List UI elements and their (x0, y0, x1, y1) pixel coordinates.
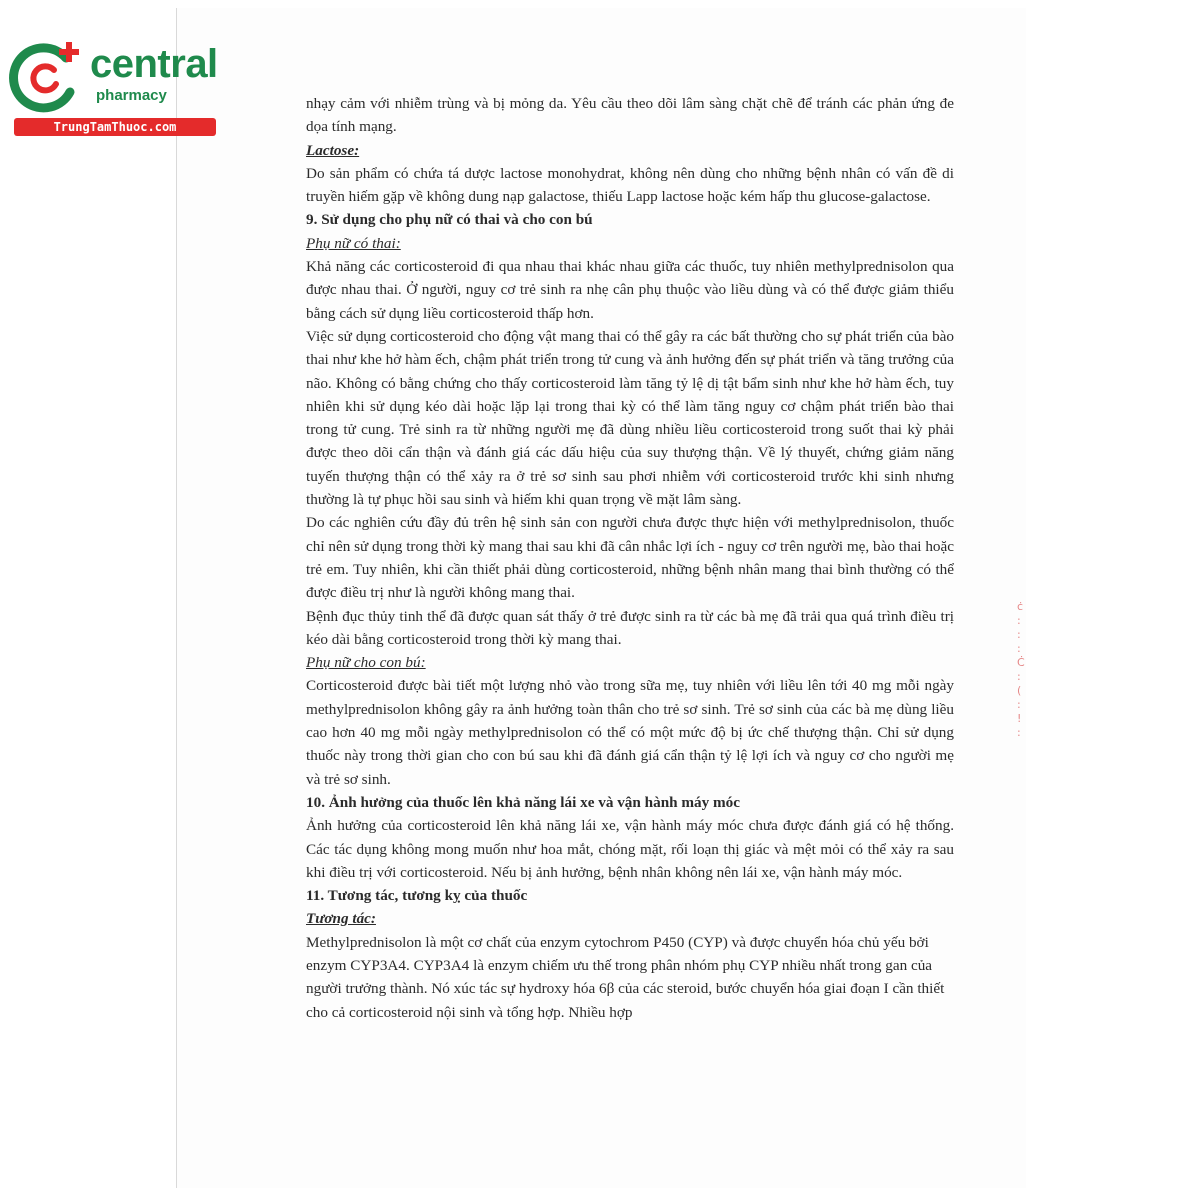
paragraph: Methylprednisolon là một cơ chất của enzym cytochrom P450 (CYP) và được chuyển hóa chủ yếu bởi enzym CYP3A4. CYP3A4 là enzym chiếm ưu thế trong phân nhóm phụ CYP nhiều nhất trong gan của người trưởng thành. Nó xúc tác sự hydroxy hóa 6β của các steroid, bước chuyển hóa giai đoạn I cần thiết cho cả corticosteroid nội sinh và tổng hợp. Nhiều hợp (306, 933, 945, 1021)
paragraph: Bệnh đục thủy tinh thể đã được quan sát thấy ở trẻ được sinh ra từ các bà mẹ đã trải qua quá trình điều trị kéo dài bằng corticosteroid trong thời kỳ mang thai. (306, 607, 954, 648)
section-heading: 10. Ảnh hưởng của thuốc lên khả năng lái xe và vận hành máy móc (306, 793, 741, 811)
page-edge (176, 8, 177, 1188)
subheading-text: Tương tác: (306, 910, 376, 928)
paragraph: Corticosteroid được bài tiết một lượng nhỏ vào trong sữa mẹ, tuy nhiên với liều lên tới 40 mg mỗi ngày methylprednisolon không gây ra ảnh hưởng toàn thân cho trẻ sơ sinh. Trẻ sơ sinh của các bà mẹ dùng liều cao hơn 40 mg mỗi ngày methylprednisolon có thể có một mức độ bị ức chế thượng thận. Chỉ sử dụng thuốc này trong thời gian cho con bú sau khi đã đánh giá cẩn thận tỷ lệ lợi ích và nguy cơ cho người mẹ và trẻ sơ sinh. (306, 677, 954, 788)
subheading (306, 907, 954, 930)
subheading (306, 139, 954, 162)
margin-marks: ċ : : : Ċ : ( : ! : (1017, 600, 1025, 739)
subheading (306, 232, 954, 255)
subheading (306, 651, 954, 674)
document-body (306, 92, 954, 1024)
logo-subtitle: pharmacy (96, 87, 167, 104)
subheading-text: Phụ nữ cho con bú: (306, 654, 426, 672)
section-heading: 9. Sử dụng cho phụ nữ có thai và cho con bú (306, 211, 593, 229)
pharmacy-logo-icon (8, 36, 92, 116)
paragraph: Việc sử dụng corticosteroid cho động vật mang thai có thể gây ra các bất thường cho sự phát triển của bào thai như khe hở hàm ếch, chậm phát triển trong tử cung và ảnh hưởng đến sự phát triển và tăng trưởng của não. Không có bằng chứng cho thấy corticosteroid làm tăng tỷ lệ dị tật bẩm sinh như khe hở hàm ếch, tuy nhiên khi sử dụng kéo dài hoặc lặp lại trong thai kỳ có thể làm tăng nguy cơ chậm phát triển bào thai trong tử cung. Trẻ sinh ra từ những người mẹ đã dùng nhiều liều corticosteroid trong suốt thai kỳ phải được theo dõi cẩn thận và đánh giá các dấu hiệu của suy thượng thận. Về lý thuyết, chứng giảm năng tuyến thượng thận có thể xảy ra ở trẻ sơ sinh sau phơi nhiễm với corticosteroid trước khi sinh nhưng thường là tự phục hồi sau sinh và hiếm khi quan trọng về mặt lâm sàng. (306, 327, 954, 509)
paragraph: nhạy cảm với nhiễm trùng và bị mỏng da. Yêu cầu theo dõi lâm sàng chặt chẽ để tránh các phản ứng đe dọa tính mạng. (306, 95, 954, 136)
paragraph: Ảnh hưởng của corticosteroid lên khả năng lái xe, vận hành máy móc chưa được đánh giá có hệ thống. Các tác dụng không mong muốn như hoa mắt, chóng mặt, rối loạn thị giác và mệt mỏi có thể xảy ra sau khi điều trị với corticosteroid. Nếu bị ảnh hưởng, bệnh nhân không nên lái xe, vận hành máy móc. (306, 817, 954, 881)
central-pharmacy-logo (8, 36, 218, 136)
subheading-text: Phụ nữ có thai: (306, 234, 401, 252)
paragraph: Do các nghiên cứu đầy đủ trên hệ sinh sản con người chưa được thực hiện với methylprednisolon, thuốc chỉ nên sử dụng trong thời kỳ mang thai sau khi đã cân nhắc lợi ích - nguy cơ trên người mẹ, bào thai hoặc trẻ em. Tuy nhiên, khi cần thiết phải dùng corticosteroid, những bệnh nhân mang thai bình thường có thể được điều trị như là người không mang thai. (306, 514, 954, 602)
paragraph: Khả năng các corticosteroid đi qua nhau thai khác nhau giữa các thuốc, tuy nhiên methylprednisolon qua được nhau thai. Ở người, nguy cơ trẻ sinh ra nhẹ cân phụ thuộc vào liều dùng và có thể được giảm thiểu bằng cách sử dụng liều corticosteroid thấp hơn. (306, 258, 954, 322)
paragraph: Do sản phẩm có chứa tá dược lactose monohydrat, không nên dùng cho những bệnh nhân có vấn đề di truyền hiếm gặp về không dung nạp galactose, thiếu Lapp lactose hoặc kém hấp thu glucose-galactose. (306, 164, 954, 206)
logo-banner: TrungTamThuoc.com (14, 118, 216, 136)
subheading-text: Lactose: (306, 141, 360, 159)
section-heading: 11. Tương tác, tương kỵ của thuốc (306, 887, 528, 905)
logo-brand: central (90, 42, 218, 86)
